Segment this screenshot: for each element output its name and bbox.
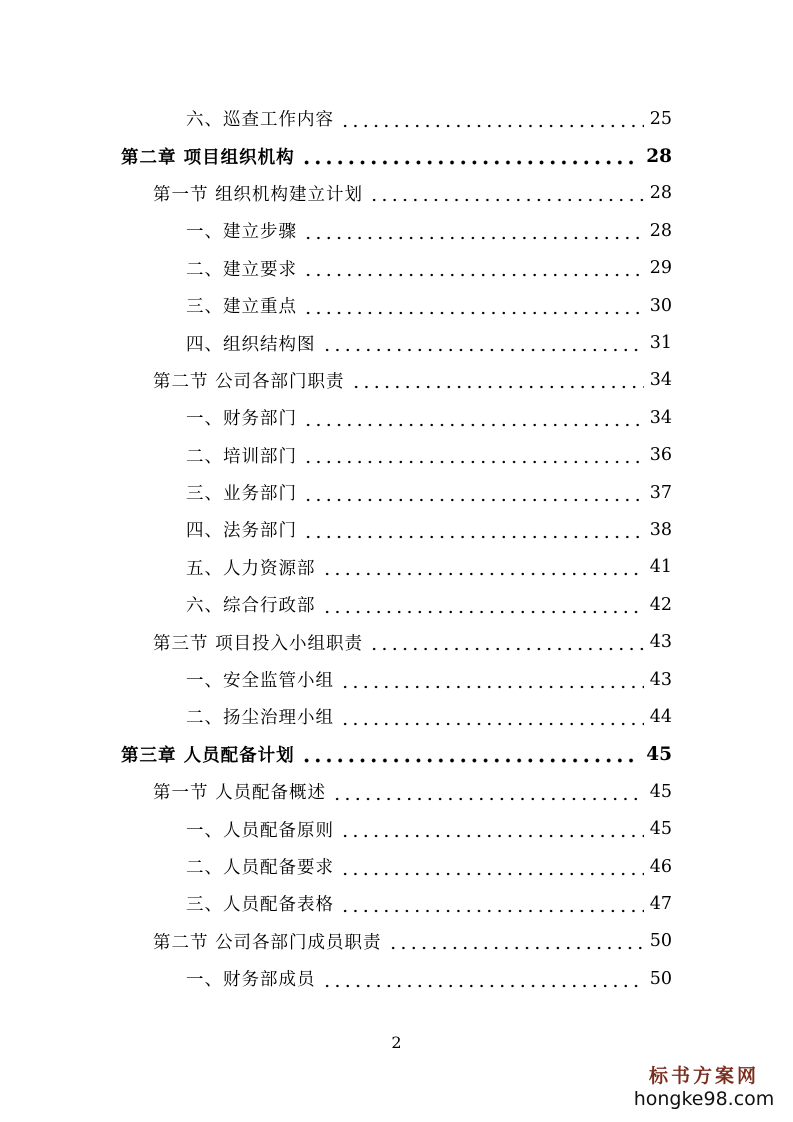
toc-subsection-entry[interactable] bbox=[0, 399, 793, 436]
toc-entry-label: 第二节 公司各部门成员职责 bbox=[153, 932, 382, 953]
toc-dot-leader bbox=[322, 595, 644, 615]
toc-entry-label: 六、巡查工作内容 bbox=[186, 110, 334, 131]
toc-entry-label: 二、扬尘治理小组 bbox=[186, 708, 334, 729]
toc-entry-label: 第一节 人员配备概述 bbox=[153, 783, 327, 804]
toc-entry-label: 五、人力资源部 bbox=[186, 558, 316, 579]
toc-dot-leader bbox=[322, 557, 644, 577]
toc-entry-page-number: 31 bbox=[649, 333, 672, 354]
toc-entry-label: 四、组织结构图 bbox=[186, 334, 316, 355]
toc-entry-page-number: 47 bbox=[649, 893, 672, 914]
toc-dot-leader bbox=[322, 969, 644, 989]
toc-dot-leader bbox=[332, 782, 644, 802]
toc-section-entry[interactable] bbox=[0, 175, 793, 212]
toc-entry-page-number: 25 bbox=[649, 108, 672, 129]
toc-entry-page-number: 45 bbox=[649, 781, 672, 802]
toc-entry-label: 三、人员配备表格 bbox=[186, 895, 334, 916]
toc-entry-page-number: 34 bbox=[649, 407, 672, 428]
toc-section-entry[interactable] bbox=[0, 773, 793, 810]
toc-chapter-entry[interactable] bbox=[0, 137, 793, 174]
toc-subsection-entry[interactable] bbox=[0, 212, 793, 249]
toc-dot-leader bbox=[340, 894, 644, 914]
toc-entry-page-number: 43 bbox=[649, 669, 672, 690]
toc-entry-label: 一、财务部成员 bbox=[186, 970, 316, 991]
toc-entry-label: 第三节 项目投入小组职责 bbox=[153, 633, 364, 654]
toc-entry-page-number: 50 bbox=[649, 968, 672, 989]
toc-dot-leader bbox=[369, 183, 644, 203]
toc-dot-leader bbox=[322, 333, 644, 353]
toc-dot-leader bbox=[303, 445, 644, 465]
toc-entry-page-number: 43 bbox=[649, 632, 672, 653]
toc-dot-leader bbox=[369, 632, 644, 652]
toc-dot-leader bbox=[303, 520, 644, 540]
site-watermark bbox=[629, 1065, 779, 1111]
toc-subsection-entry[interactable] bbox=[0, 661, 793, 698]
toc-entry-label: 二、建立要求 bbox=[186, 259, 297, 280]
toc-subsection-entry[interactable] bbox=[0, 511, 793, 548]
toc-entry-label: 第二节 公司各部门职责 bbox=[153, 371, 345, 392]
toc-subsection-entry[interactable] bbox=[0, 848, 793, 885]
toc-entry-label: 第三章 人员配备计划 bbox=[121, 745, 295, 766]
toc-entry-label: 一、人员配备原则 bbox=[186, 820, 334, 841]
toc-dot-leader bbox=[303, 408, 644, 428]
toc-entry-label: 六、综合行政部 bbox=[186, 596, 316, 617]
toc-entry-page-number: 37 bbox=[649, 482, 672, 503]
toc-dot-leader bbox=[301, 146, 641, 166]
toc-entry-label: 四、法务部门 bbox=[186, 521, 297, 542]
toc-dot-leader bbox=[340, 819, 644, 839]
toc-dot-leader bbox=[301, 744, 641, 764]
toc-subsection-entry[interactable] bbox=[0, 324, 793, 361]
toc-subsection-entry[interactable] bbox=[0, 885, 793, 922]
toc-section-entry[interactable] bbox=[0, 923, 793, 960]
toc-entry-label: 二、人员配备要求 bbox=[186, 858, 334, 878]
toc-entry-page-number: 45 bbox=[646, 743, 672, 765]
toc-entry-label: 一、建立步骤 bbox=[186, 222, 297, 243]
toc-dot-leader bbox=[340, 670, 644, 690]
toc-subsection-entry[interactable] bbox=[0, 549, 793, 586]
toc-entry-label: 第一节 组织机构建立计划 bbox=[153, 184, 364, 205]
watermark-url: hongke98.com bbox=[633, 1088, 775, 1110]
toc-dot-leader bbox=[340, 707, 644, 727]
toc-entry-page-number: 36 bbox=[649, 445, 672, 466]
toc-entry-label: 一、财务部门 bbox=[186, 409, 297, 430]
toc-dot-leader bbox=[340, 109, 644, 129]
toc-subsection-entry[interactable] bbox=[0, 960, 793, 997]
toc-dot-leader bbox=[303, 221, 644, 241]
toc-subsection-entry[interactable] bbox=[0, 698, 793, 735]
toc-subsection-entry[interactable] bbox=[0, 287, 793, 324]
watermark-site-name: 标书方案网 bbox=[648, 1065, 759, 1087]
toc-subsection-entry[interactable] bbox=[0, 474, 793, 511]
toc-subsection-entry[interactable] bbox=[0, 250, 793, 287]
toc-subsection-entry[interactable] bbox=[0, 810, 793, 847]
toc-entry-page-number: 38 bbox=[649, 519, 672, 540]
toc-entry-page-number: 41 bbox=[649, 557, 672, 578]
toc-entry-page-number: 46 bbox=[649, 856, 672, 877]
toc-entry-page-number: 34 bbox=[649, 370, 672, 391]
toc-entry-label: 二、培训部门 bbox=[186, 446, 297, 467]
toc-entry-page-number: 28 bbox=[649, 220, 672, 241]
toc-entry-label: 一、安全监管小组 bbox=[186, 671, 334, 692]
toc-entry-page-number: 50 bbox=[649, 931, 672, 952]
toc-dot-leader bbox=[303, 258, 644, 278]
toc-dot-leader bbox=[303, 483, 644, 503]
toc-entry-label: 第二章 项目组织机构 bbox=[121, 147, 295, 168]
toc-dot-leader bbox=[303, 296, 644, 316]
toc-entry-page-number: 28 bbox=[649, 183, 672, 204]
table-of-contents bbox=[0, 100, 793, 997]
toc-dot-leader bbox=[351, 370, 644, 390]
toc-subsection-entry[interactable] bbox=[0, 437, 793, 474]
toc-section-entry[interactable] bbox=[0, 362, 793, 399]
toc-entry-label: 三、业务部门 bbox=[186, 484, 297, 505]
toc-dot-leader bbox=[340, 857, 644, 877]
page-number: 2 bbox=[391, 1033, 402, 1052]
toc-entry-page-number: 44 bbox=[649, 706, 672, 727]
toc-section-entry[interactable] bbox=[0, 623, 793, 660]
toc-entry-page-number: 42 bbox=[649, 594, 672, 615]
toc-entry-page-number: 28 bbox=[646, 145, 672, 167]
toc-subsection-entry[interactable] bbox=[0, 586, 793, 623]
toc-dot-leader bbox=[388, 931, 644, 951]
toc-entry-page-number: 29 bbox=[649, 258, 672, 279]
toc-chapter-entry[interactable] bbox=[0, 736, 793, 773]
toc-entry-label: 三、建立重点 bbox=[186, 297, 297, 318]
toc-subsection-entry[interactable] bbox=[0, 100, 793, 137]
toc-entry-page-number: 45 bbox=[649, 819, 672, 840]
toc-entry-page-number: 30 bbox=[649, 295, 672, 316]
